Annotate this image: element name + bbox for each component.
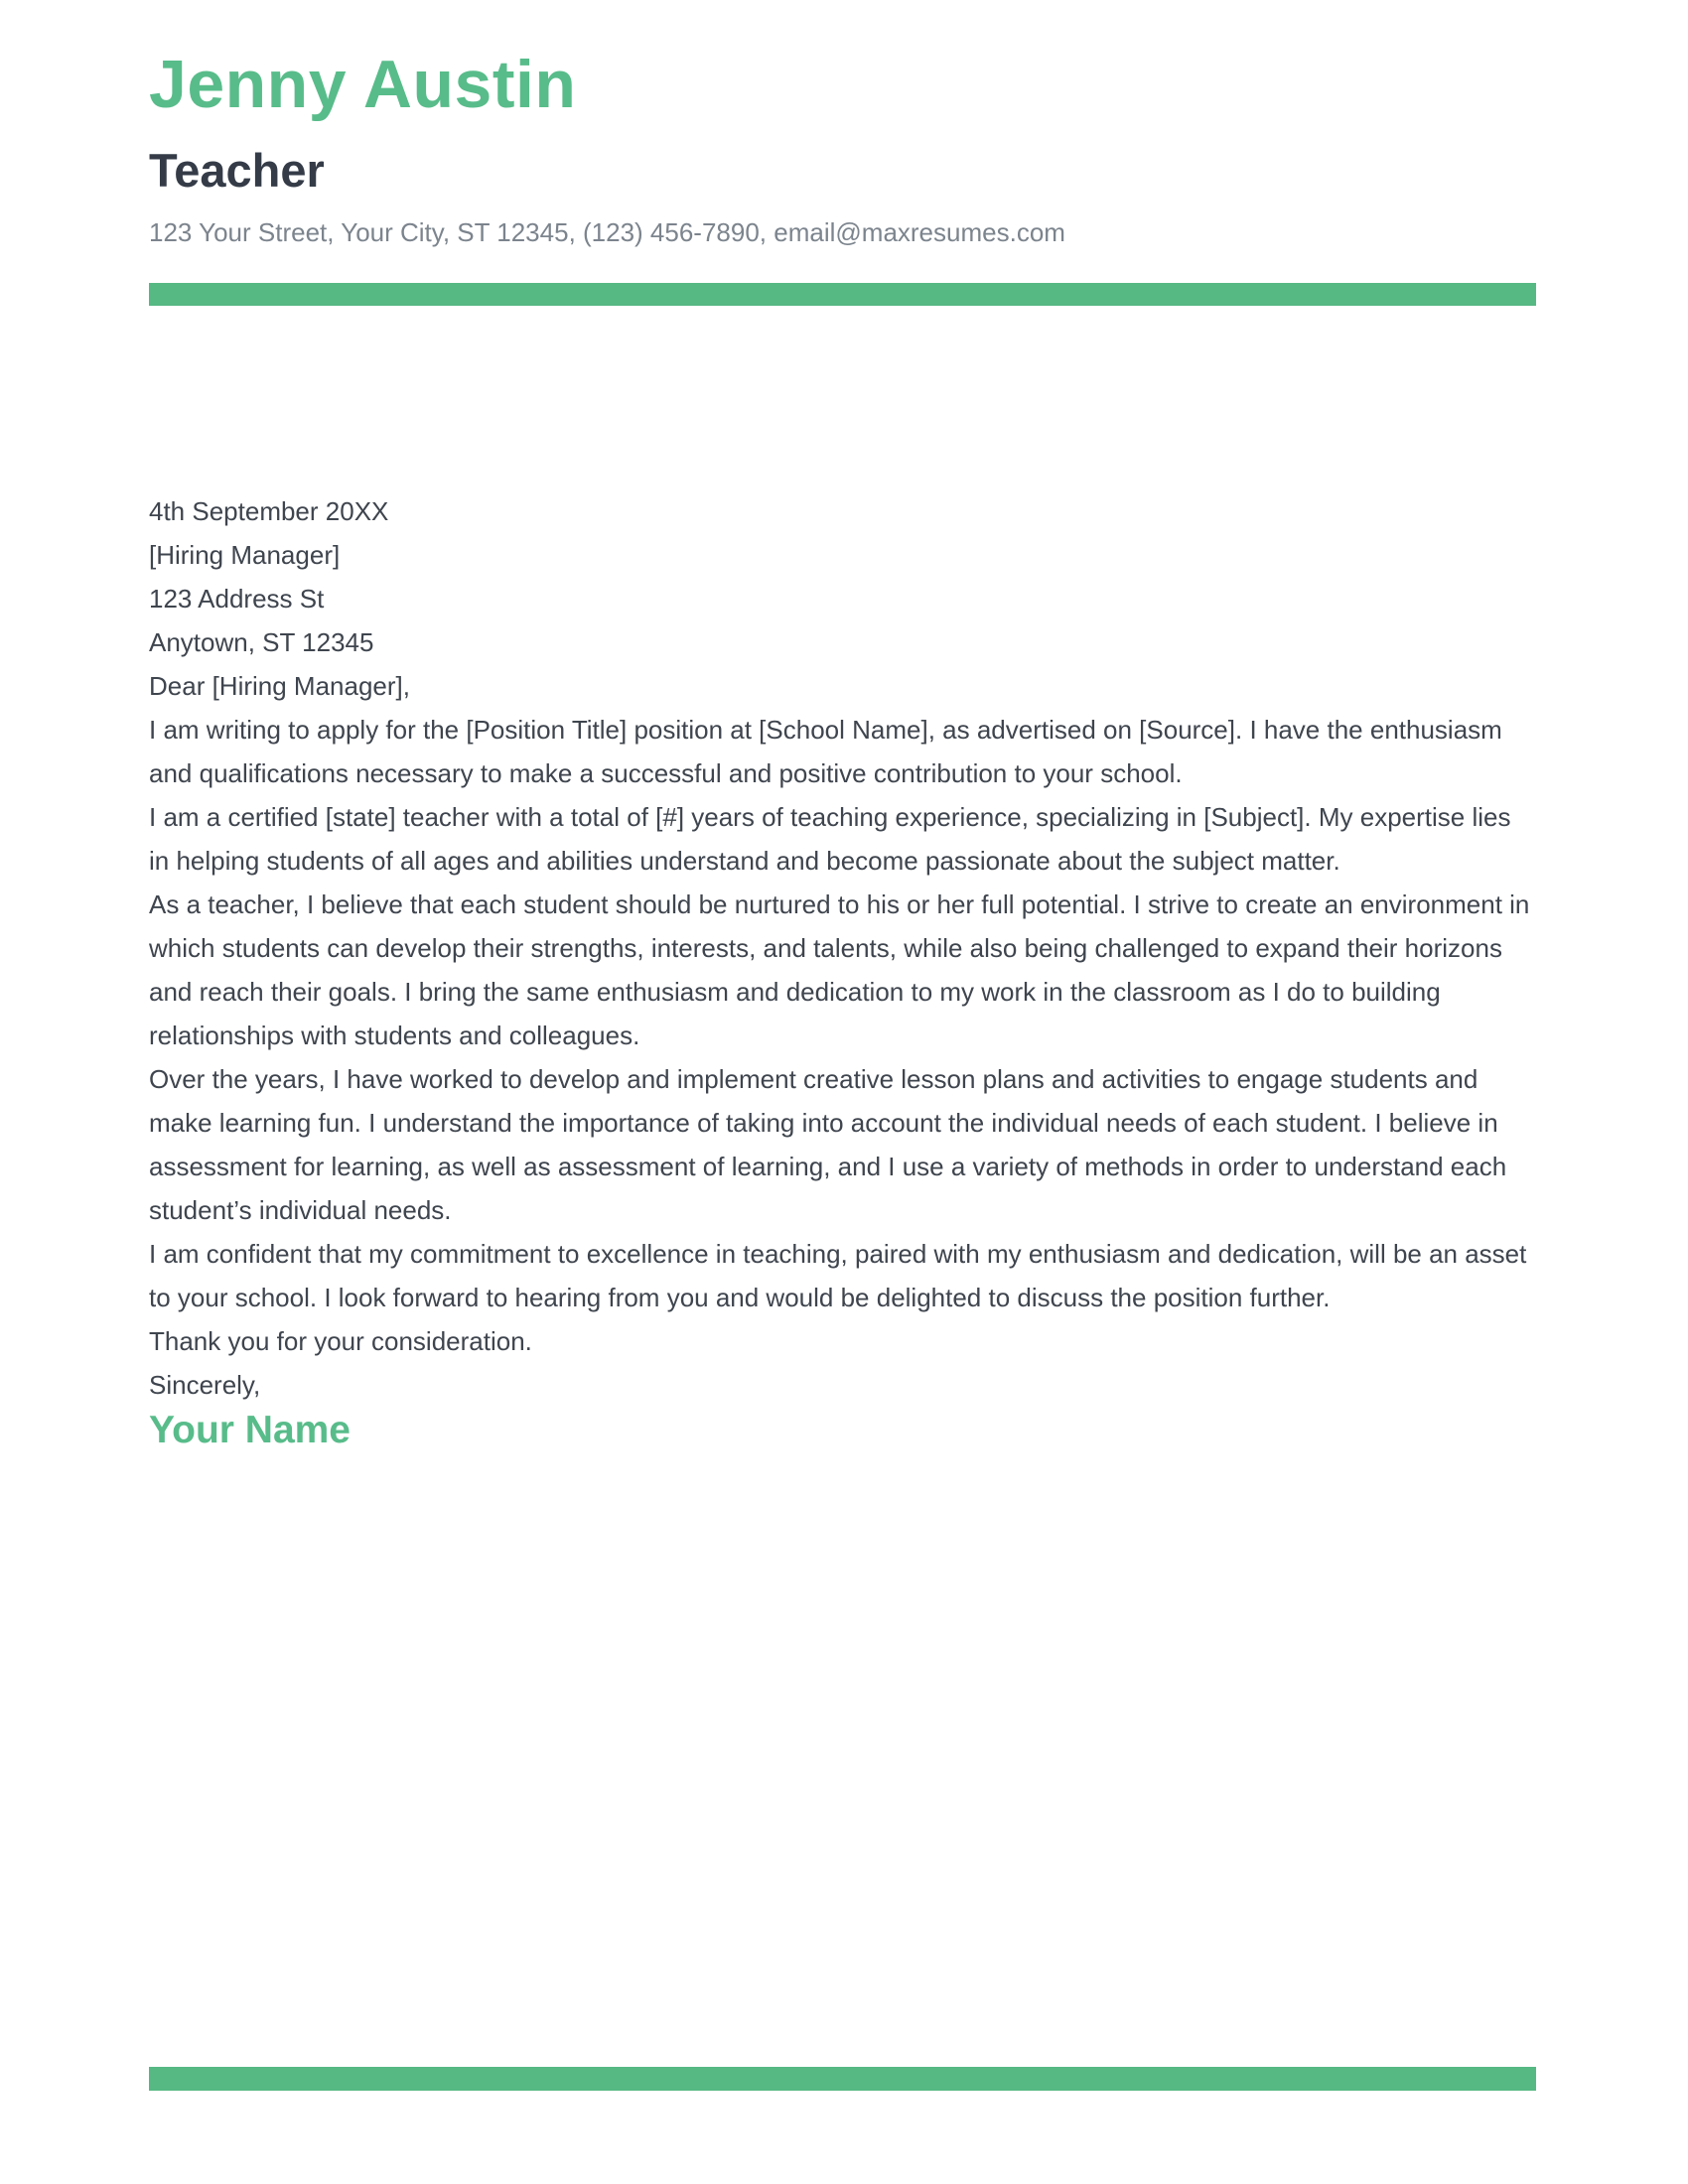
candidate-name: Jenny Austin	[149, 47, 577, 122]
closing-line: Sincerely,	[149, 1370, 261, 1400]
job-title: Teacher	[149, 144, 325, 197]
thanks-line: Thank you for your consideration.	[149, 1326, 532, 1356]
body-paragraph: I am writing to apply for the [Position Title] position at [School Name], as advertised on [Source]. I have the enthusiasm and qualifications necessary to make a successful and positive contribution to your school.	[149, 715, 1502, 788]
footer-divider-bar	[149, 2067, 1536, 2091]
recipient-address-line1: 123 Address St	[149, 584, 325, 614]
body-paragraph: I am confident that my commitment to excellence in teaching, paired with my enthusiasm and dedication, will be an asset to your school. I look forward to hearing from you and would be delighted to discuss the position further.	[149, 1239, 1527, 1312]
recipient-name: [Hiring Manager]	[149, 540, 341, 570]
body-paragraph: Over the years, I have worked to develop and implement creative lesson plans and activities to engage students and make learning fun. I understand the importance of taking into account the individual needs of each student. I believe in assessment for learning, as well as assessment of learning, and I use a variety of methods in order to understand each student’s individual needs.	[149, 1064, 1507, 1225]
header-divider-bar	[149, 283, 1536, 306]
body-paragraph: As a teacher, I believe that each student should be nurtured to his or her full potential. I strive to create an environment in which students can develop their strengths, interests, and talents, while also being challenged to expand their horizons and reach their goals. I bring the same enthusiasm and dedication to my work in the classroom as I do to building relationships with students and colleagues.	[149, 889, 1530, 1050]
letter-body	[149, 489, 1536, 1453]
salutation: Dear [Hiring Manager],	[149, 671, 410, 701]
letter-date: 4th September 20XX	[149, 496, 389, 526]
letter-header	[149, 48, 1536, 306]
body-paragraph: I am a certified [state] teacher with a total of [#] years of teaching experience, specializing in [Subject]. My expertise lies in helping students of all ages and abilities understand and become passionate about the subject matter.	[149, 802, 1511, 876]
signature-name: Your Name	[149, 1409, 351, 1451]
contact-info: 123 Your Street, Your City, ST 12345, (123) 456-7890, email@maxresumes.com	[149, 217, 1065, 247]
recipient-address	[149, 577, 1536, 664]
recipient-address-line2: Anytown, ST 12345	[149, 627, 374, 657]
